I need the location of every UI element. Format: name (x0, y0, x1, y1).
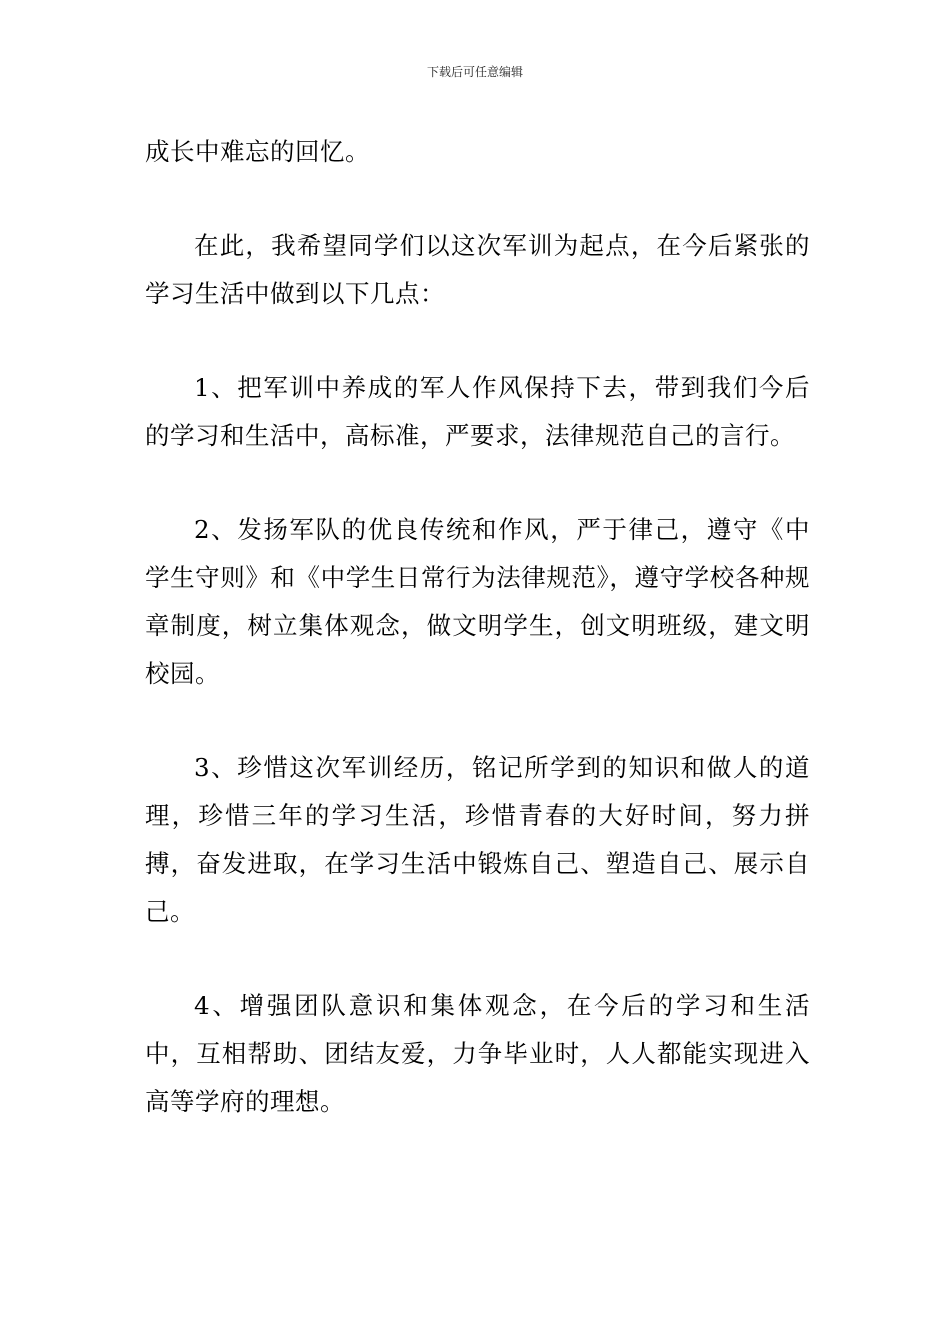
paragraph-point-1: 1、把军训中养成的军人作风保持下去，带到我们今后的学习和生活中，高标准，严要求，法律规范自己的言行。 (145, 373, 810, 450)
paragraph-continuation: 成长中难忘的回忆。 (145, 137, 370, 166)
paragraph-point-3: 3、珍惜这次军训经历，铭记所学到的知识和做人的道理，珍惜三年的学习生活，珍惜青春的大好时间，努力拼搏，奋发进取，在学习生活中锻炼自己、塑造自己、展示自己。 (145, 753, 810, 926)
paragraph-gap (145, 318, 810, 364)
paragraph-gap (145, 698, 810, 744)
document-body (145, 128, 810, 1126)
paragraph-point-2: 2、发扬军队的优良传统和作风，严于律己，遵守《中学生守则》和《中学生日常行为法律规范》，遵守学校各种规章制度，树立集体观念，做文明学生，创文明班级，建文明校园。 (145, 515, 810, 688)
paragraph-gap (145, 176, 810, 222)
paragraph-gap (145, 936, 810, 982)
header-note: 下载后可任意编辑 (426, 65, 523, 79)
paragraph-intro: 在此，我希望同学们以这次军训为起点，在今后紧张的学习生活中做到以下几点： (145, 231, 810, 308)
paragraph-point-4: 4、增强团队意识和集体观念，在今后的学习和生活中，互相帮助、团结友爱，力争毕业时，人人都能实现进入高等学府的理想。 (145, 991, 810, 1116)
paragraph-gap (145, 460, 810, 506)
